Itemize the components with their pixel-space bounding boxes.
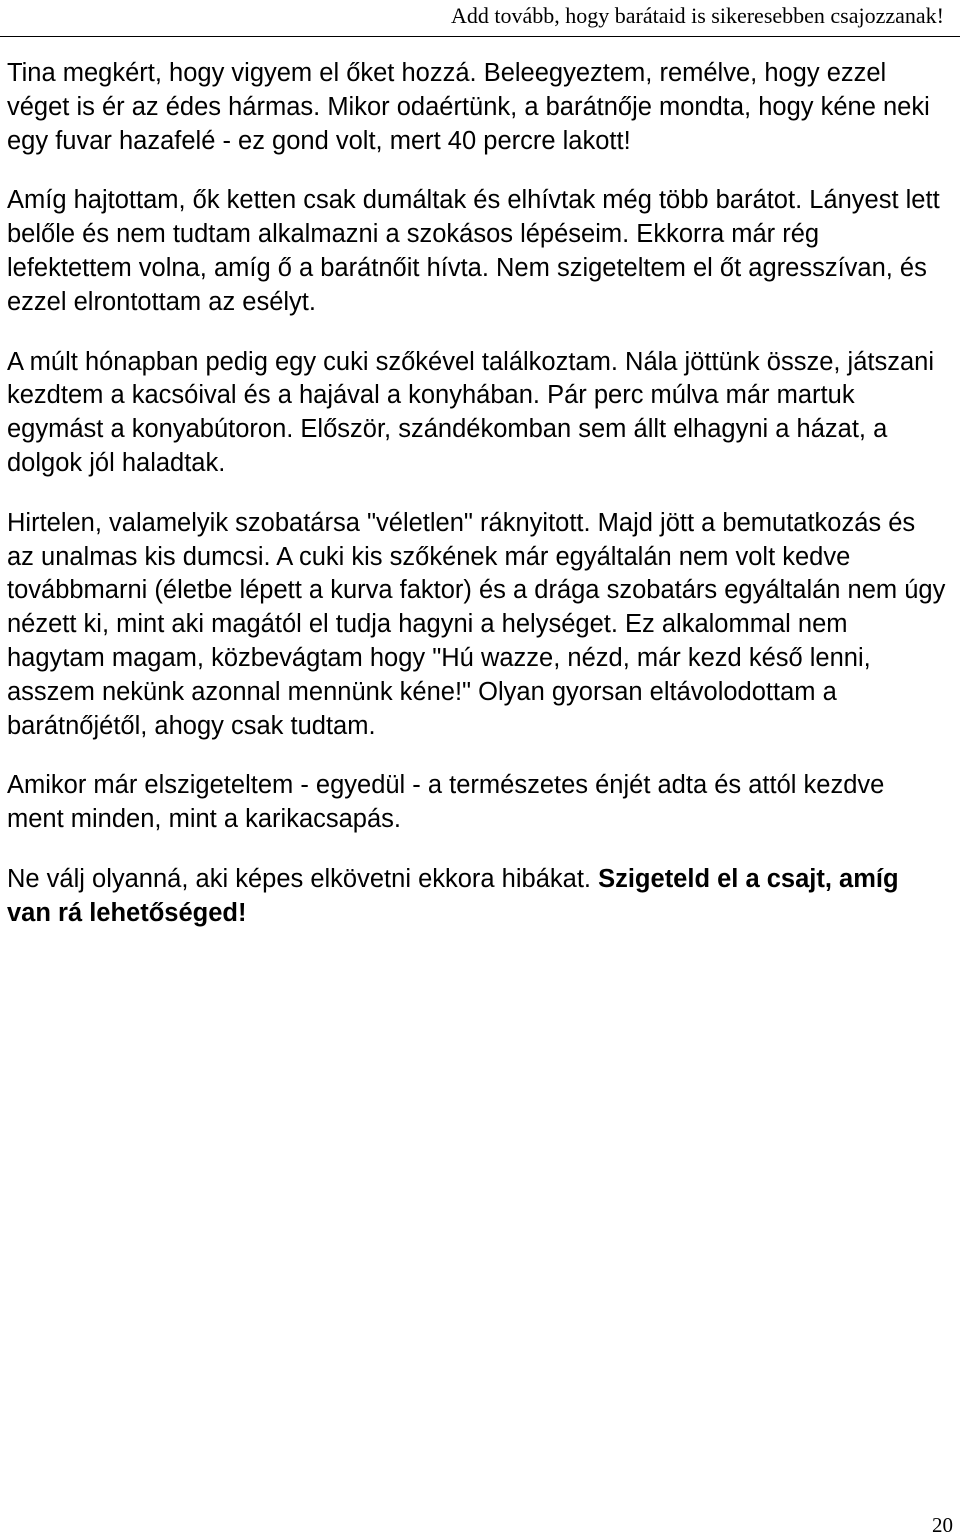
paragraph: Tina megkért, hogy vigyem el őket hozzá. Beleegyeztem, remélve, hogy ezzel véget is ér az édes hármas. Mikor odaértünk, a barátnője mondta, hogy kéne neki egy fuvar hazafelé - ez gond volt, mert 40 percre lakott! bbox=[7, 59, 930, 155]
paragraph: Amikor már elszigeteltem - egyedül - a természetes énjét adta és attól kezdve ment minden, mint a karikacsapás. bbox=[7, 771, 885, 834]
page-header: Add tovább, hogy barátaid is sikeresebben csajozzanak! bbox=[451, 3, 944, 28]
closing-emphasis: Szigeteld el a csajt, amíg van rá lehetőséged! bbox=[7, 864, 899, 927]
body-text bbox=[7, 57, 947, 931]
page-number: 20 bbox=[932, 1513, 953, 1537]
paragraph: Hirtelen, valamelyik szobatársa "véletlen" ráknyitott. Majd jött a bemutatkozás és az unalmas kis dumcsi. A cuki kis szőkének már egyáltalán nem volt kedve továbbmarni (életbe lépett a kurva faktor) és a drága szobatárs egyáltalán nem úgy nézett ki, mint aki magától el tudja hagyni a helységet. Ez alkalommal nem hagytam magam, közbevágtam hogy "Hú wazze, nézd, már kezd késő lenni, asszem nekünk azonnal mennünk kéne!" Olyan gyorsan eltávolodottam a barátnőjétől, ahogy csak tudtam. bbox=[7, 508, 946, 740]
header-divider bbox=[0, 36, 960, 37]
closing-paragraph bbox=[7, 863, 947, 931]
closing-text: Ne válj olyanná, aki képes elkövetni ekkora hibákat. bbox=[7, 864, 599, 893]
paragraph: A múlt hónapban pedig egy cuki szőkével találkoztam. Nála jöttünk össze, játszani kezdtem a kacsóival és a hajával a konyhában. Pár perc múlva már martuk egymást a konyabútoron. Először, szándékomban sem állt elhagyni a házat, a dolgok jól haladtak. bbox=[7, 347, 935, 477]
paragraph: Amíg hajtottam, ők ketten csak dumáltak és elhívtak még több barátot. Lányest lett belőle és nem tudtam alkalmazni a szokásos lépéseim. Ekkorra már rég lefektettem volna, amíg ő a barátnőit hívta. Nem szigeteltem el őt agresszívan, és ezzel elrontottam az esélyt. bbox=[7, 186, 940, 316]
